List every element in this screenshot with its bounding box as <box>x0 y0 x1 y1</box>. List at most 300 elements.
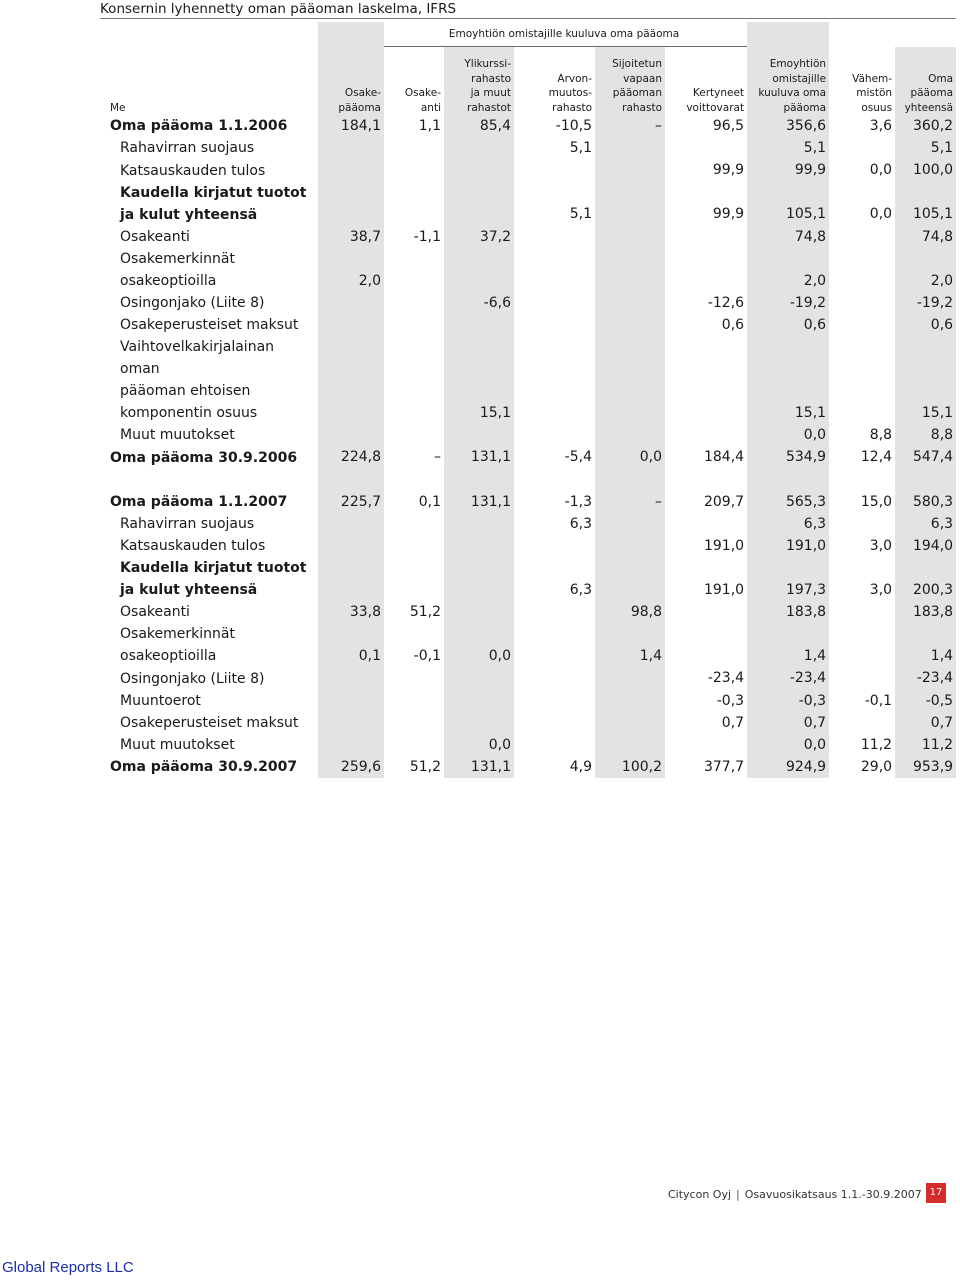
column-header <box>318 47 384 116</box>
value-cell <box>318 314 384 336</box>
table-row <box>100 336 956 424</box>
row-label-line: Rahavirran suojaus <box>120 140 255 157</box>
column-header-line: Sijoitetun <box>612 58 662 70</box>
value-cell <box>895 469 956 491</box>
value-cell <box>384 159 444 181</box>
value-cell: 547,4 <box>895 446 956 468</box>
value-cell: 0,0 <box>747 424 829 446</box>
column-header <box>747 47 829 116</box>
value-cell <box>444 424 514 446</box>
row-label <box>100 557 318 601</box>
value-cell <box>514 424 595 446</box>
row-label-line: Muut muutokset <box>120 737 235 754</box>
value-cell: 200,3 <box>895 557 956 601</box>
row-label <box>100 601 318 623</box>
value-cell <box>514 336 595 424</box>
value-cell <box>444 601 514 623</box>
value-cell <box>318 159 384 181</box>
column-header <box>895 47 956 116</box>
value-cell: -1,3 <box>564 493 592 510</box>
value-cell <box>514 690 595 712</box>
row-label <box>100 424 318 446</box>
row-label <box>100 137 318 159</box>
value-cell: 6,3 <box>569 582 592 599</box>
value-cell: 3,6 <box>869 118 893 134</box>
value-cell: 0,6 <box>895 314 956 336</box>
table-row <box>100 601 956 623</box>
table-row <box>100 513 956 535</box>
value-cell <box>384 469 444 491</box>
row-label-line: Osakeanti <box>120 604 190 621</box>
value-cell <box>384 690 444 712</box>
value-cell: 105,1 <box>895 182 956 226</box>
value-cell: 131,1 <box>444 446 514 468</box>
value-cell <box>384 182 444 226</box>
value-cell: 33,8 <box>318 601 384 623</box>
row-label-line: Oma pääoma 1.1.2007 <box>110 493 288 510</box>
value-cell: 2,0 <box>895 248 956 292</box>
value-cell: 209,7 <box>703 493 745 510</box>
value-cell <box>595 424 665 446</box>
value-cell: 51,2 <box>409 759 441 776</box>
table-row <box>100 159 956 181</box>
group-header-row <box>100 22 956 47</box>
column-header-line: pääoman <box>612 87 662 99</box>
value-cell <box>829 469 895 491</box>
value-cell <box>829 226 895 248</box>
footer-report: Osavuosikatsaus 1.1.-30.9.2007 <box>744 1188 922 1201</box>
value-cell <box>318 469 384 491</box>
value-cell: 11,2 <box>860 737 893 754</box>
row-label-line: Oma pääoma 1.1.2006 <box>110 118 288 135</box>
value-cell <box>384 734 444 756</box>
value-cell <box>595 535 665 557</box>
page-number: 17 <box>926 1183 946 1203</box>
value-cell: 8,8 <box>869 427 893 444</box>
value-cell: -10,5 <box>555 118 592 134</box>
value-cell: 74,8 <box>895 226 956 248</box>
column-header-line: Oma <box>928 72 954 85</box>
table-row <box>100 182 956 226</box>
value-cell <box>514 248 595 292</box>
page-title: Konsernin lyhennetty oman pääoman laskelma, IFRS <box>100 1 457 17</box>
value-cell: 100,2 <box>595 756 665 778</box>
value-cell <box>318 513 384 535</box>
value-cell: 5,1 <box>569 206 592 223</box>
column-header-line: rahasto <box>622 101 662 114</box>
value-cell <box>384 137 444 159</box>
value-cell <box>665 248 747 292</box>
column-header-line: Kertyneet <box>692 87 745 99</box>
row-label <box>100 667 318 689</box>
value-cell <box>444 469 514 491</box>
row-label-line: Oma pääoma 30.9.2007 <box>110 759 298 776</box>
row-label-line: Osakeanti <box>120 228 190 245</box>
table-body <box>100 115 956 778</box>
value-cell: 105,1 <box>747 182 829 226</box>
value-cell: 131,1 <box>444 491 514 513</box>
row-label-line: ja kulut yhteensä <box>120 206 258 223</box>
value-cell: 356,6 <box>747 115 829 137</box>
value-cell <box>665 226 747 248</box>
column-header-line: Ylikurssi- <box>464 58 511 70</box>
row-label-line: Osingonjako (Liite 8) <box>120 295 265 312</box>
value-cell: -5,4 <box>564 449 592 466</box>
column-header-line: pääoma <box>910 87 954 99</box>
value-cell <box>665 513 747 535</box>
column-header-line: Vähem- <box>852 72 893 85</box>
row-label <box>100 314 318 336</box>
value-cell <box>444 137 514 159</box>
value-cell <box>444 159 514 181</box>
value-cell <box>384 535 444 557</box>
value-cell: 15,1 <box>747 336 829 424</box>
value-cell: -0,1 <box>413 648 441 665</box>
value-cell <box>829 248 895 292</box>
value-cell <box>595 314 665 336</box>
value-cell: 98,8 <box>595 601 665 623</box>
value-cell <box>514 226 595 248</box>
value-cell <box>514 623 595 667</box>
column-header <box>514 47 595 116</box>
value-cell <box>829 513 895 535</box>
value-cell <box>595 159 665 181</box>
value-cell <box>665 137 747 159</box>
value-cell <box>665 469 747 491</box>
value-cell: 0,0 <box>869 162 893 179</box>
value-cell <box>595 690 665 712</box>
row-label-line: Muut muutokset <box>120 427 235 444</box>
value-cell: 12,4 <box>860 449 893 466</box>
value-cell <box>444 248 514 292</box>
value-cell: 565,3 <box>747 491 829 513</box>
row-label-line: Osingonjako (Liite 8) <box>120 670 265 687</box>
value-cell <box>514 469 595 491</box>
row-label <box>100 491 318 513</box>
value-cell <box>384 557 444 601</box>
value-cell: 0,7 <box>721 714 745 731</box>
unit-label: Me <box>110 101 126 114</box>
table-row <box>100 667 956 689</box>
value-cell <box>595 667 665 689</box>
value-cell: 29,0 <box>860 759 893 776</box>
column-header-line: Emoyhtiön <box>769 58 827 70</box>
value-cell: -0,3 <box>716 692 745 709</box>
value-cell: 953,9 <box>895 756 956 778</box>
value-cell: 360,2 <box>895 115 956 137</box>
value-cell: – <box>595 115 665 137</box>
footer-company: Citycon Oyj <box>668 1188 732 1201</box>
value-cell: -1,1 <box>413 228 441 245</box>
value-cell <box>829 712 895 734</box>
value-cell <box>444 513 514 535</box>
column-header <box>444 47 514 116</box>
value-cell <box>318 336 384 424</box>
value-cell: 6,3 <box>747 513 829 535</box>
value-cell: 0,0 <box>747 734 829 756</box>
value-cell: 2,0 <box>318 248 384 292</box>
value-cell: -0,5 <box>895 690 956 712</box>
value-cell: 5,1 <box>895 137 956 159</box>
value-cell: 85,4 <box>444 115 514 137</box>
value-cell: -6,6 <box>444 292 514 314</box>
footer <box>668 1188 922 1201</box>
value-cell <box>595 248 665 292</box>
value-cell <box>829 336 895 424</box>
value-cell <box>595 292 665 314</box>
column-header-line: pääoma <box>783 101 827 114</box>
row-label <box>100 115 318 137</box>
table-row <box>100 424 956 446</box>
row-label <box>100 756 318 778</box>
value-cell: 1,1 <box>418 118 441 134</box>
row-label <box>100 734 318 756</box>
column-header-line: omistajille <box>772 72 827 85</box>
value-cell: 259,6 <box>318 756 384 778</box>
value-cell: 183,8 <box>747 601 829 623</box>
value-cell <box>595 513 665 535</box>
value-cell: 184,4 <box>703 449 745 466</box>
value-cell: 1,4 <box>747 623 829 667</box>
table-row <box>100 292 956 314</box>
row-label <box>100 446 318 468</box>
value-cell: 5,1 <box>569 140 592 157</box>
table-row <box>100 446 956 468</box>
value-cell: 377,7 <box>703 759 745 776</box>
value-cell <box>444 557 514 601</box>
table-row <box>100 756 956 778</box>
value-cell <box>318 182 384 226</box>
row-label <box>100 248 318 292</box>
row-label-line: Katsauskauden tulos <box>120 162 266 179</box>
value-cell <box>665 623 747 667</box>
value-cell: 38,7 <box>318 226 384 248</box>
row-label <box>100 226 318 248</box>
value-cell <box>595 182 665 226</box>
row-label <box>100 159 318 181</box>
value-cell <box>444 690 514 712</box>
column-header <box>829 47 895 116</box>
value-cell <box>384 248 444 292</box>
column-header-line: rahasto <box>552 101 592 114</box>
value-cell: 0,0 <box>444 623 514 667</box>
value-cell <box>318 424 384 446</box>
row-label-line: komponentin osuus <box>120 405 258 422</box>
table-row <box>100 535 956 557</box>
value-cell: 6,3 <box>895 513 956 535</box>
value-cell <box>829 667 895 689</box>
value-cell <box>444 535 514 557</box>
value-cell: 197,3 <box>747 557 829 601</box>
value-cell: 224,8 <box>318 446 384 468</box>
value-cell: 51,2 <box>409 604 441 621</box>
row-label-line: Osakeperusteiset maksut <box>120 715 299 732</box>
column-header-line: pääoma <box>338 101 381 114</box>
value-cell: -23,4 <box>707 670 745 687</box>
value-cell <box>318 535 384 557</box>
value-cell: 3,0 <box>869 538 893 555</box>
value-cell: 1,4 <box>895 623 956 667</box>
value-cell: 99,9 <box>747 159 829 181</box>
value-cell: -0,3 <box>747 690 829 712</box>
column-header-line: Osake- <box>404 87 441 99</box>
value-cell <box>384 314 444 336</box>
value-cell <box>318 667 384 689</box>
value-cell: 0,6 <box>721 317 745 334</box>
group-header: Emoyhtiön omistajille kuuluva oma pääoma <box>384 22 747 47</box>
value-cell <box>595 469 665 491</box>
value-cell <box>829 623 895 667</box>
value-cell <box>384 292 444 314</box>
value-cell <box>444 182 514 226</box>
value-cell: -19,2 <box>747 292 829 314</box>
column-header-line: mistön <box>856 87 893 99</box>
value-cell: 4,9 <box>569 759 592 776</box>
table-row <box>100 469 956 491</box>
value-cell: 191,0 <box>747 535 829 557</box>
column-header-row <box>100 47 956 116</box>
value-cell <box>444 712 514 734</box>
watermark: Global Reports LLC <box>2 1259 134 1276</box>
table-row <box>100 623 956 667</box>
row-label <box>100 336 318 424</box>
value-cell: 0,7 <box>747 712 829 734</box>
value-cell: 0,0 <box>869 206 893 223</box>
value-cell <box>665 424 747 446</box>
value-cell: 191,0 <box>703 538 745 555</box>
value-cell <box>444 314 514 336</box>
value-cell <box>514 535 595 557</box>
value-cell: 0,7 <box>895 712 956 734</box>
value-cell <box>829 137 895 159</box>
row-label-line: Kaudella kirjatut tuotot <box>120 184 307 201</box>
table-row <box>100 226 956 248</box>
value-cell <box>665 336 747 424</box>
value-cell: 580,3 <box>895 491 956 513</box>
row-label-line: Kaudella kirjatut tuotot <box>120 560 307 577</box>
value-cell: 15,0 <box>860 493 893 510</box>
value-cell: 0,0 <box>595 446 665 468</box>
value-cell <box>514 159 595 181</box>
value-cell: – <box>595 491 665 513</box>
table-row <box>100 734 956 756</box>
column-header-line: rahastot <box>467 101 511 114</box>
value-cell <box>829 601 895 623</box>
row-label <box>100 535 318 557</box>
value-cell: 99,9 <box>712 162 745 179</box>
value-cell <box>318 690 384 712</box>
row-label-line: Muuntoerot <box>120 692 201 709</box>
value-cell <box>595 734 665 756</box>
row-label-line: ja kulut yhteensä <box>120 582 258 599</box>
row-label <box>100 623 318 667</box>
value-cell <box>595 226 665 248</box>
row-label <box>100 690 318 712</box>
value-cell: 6,3 <box>569 515 592 532</box>
value-cell: -0,1 <box>864 692 893 709</box>
value-cell: 0,0 <box>444 734 514 756</box>
value-cell <box>665 734 747 756</box>
value-cell <box>829 314 895 336</box>
row-label-line: Katsauskauden tulos <box>120 538 266 555</box>
value-cell: 191,0 <box>703 582 745 599</box>
row-label-line: Rahavirran suojaus <box>120 516 255 533</box>
column-header-line: anti <box>420 101 441 114</box>
row-label-line: Osakemerkinnät osakeoptioilla <box>120 626 235 665</box>
value-cell <box>444 667 514 689</box>
value-cell <box>318 137 384 159</box>
row-label-line: Osakemerkinnät osakeoptioilla <box>120 250 235 289</box>
value-cell <box>318 712 384 734</box>
value-cell <box>384 513 444 535</box>
value-cell: 924,9 <box>747 756 829 778</box>
value-cell <box>514 712 595 734</box>
equity-statement-table <box>100 22 956 778</box>
value-cell: 0,6 <box>747 314 829 336</box>
value-cell: 15,1 <box>895 336 956 424</box>
value-cell: 15,1 <box>444 336 514 424</box>
value-cell <box>514 292 595 314</box>
value-cell: 534,9 <box>747 446 829 468</box>
row-label <box>100 712 318 734</box>
value-cell: 11,2 <box>895 734 956 756</box>
value-cell: 8,8 <box>895 424 956 446</box>
value-cell <box>829 292 895 314</box>
table-row <box>100 314 956 336</box>
column-header-line: Arvon- <box>557 72 592 85</box>
column-header-line: kuuluva oma <box>758 87 827 99</box>
value-cell <box>665 601 747 623</box>
value-cell: -19,2 <box>895 292 956 314</box>
column-header-line: voittovarat <box>686 101 745 114</box>
value-cell: 0,1 <box>318 623 384 667</box>
row-label-line: Oma pääoma 30.9.2006 <box>110 449 298 466</box>
value-cell: 99,9 <box>712 206 745 223</box>
value-cell: 225,7 <box>318 491 384 513</box>
table-row <box>100 137 956 159</box>
value-cell: 1,4 <box>595 623 665 667</box>
value-cell <box>384 336 444 424</box>
value-cell <box>514 314 595 336</box>
column-header-line: vapaan <box>623 72 662 85</box>
title-rule <box>100 18 956 19</box>
table-row <box>100 491 956 513</box>
value-cell: 184,1 <box>318 115 384 137</box>
value-cell: 194,0 <box>895 535 956 557</box>
row-label <box>100 513 318 535</box>
table-row <box>100 115 956 137</box>
table-row <box>100 712 956 734</box>
column-header-line: osuus <box>861 101 893 114</box>
column-header <box>595 47 665 116</box>
column-header-line: Osake- <box>344 87 381 99</box>
table-row <box>100 690 956 712</box>
value-cell <box>595 557 665 601</box>
value-cell <box>747 469 829 491</box>
column-header <box>384 47 444 116</box>
value-cell: 131,1 <box>444 756 514 778</box>
value-cell: 74,8 <box>747 226 829 248</box>
value-cell <box>318 292 384 314</box>
column-header-line: muutos- <box>548 87 592 99</box>
column-header-line: rahasto <box>471 72 511 85</box>
value-cell <box>595 712 665 734</box>
value-cell: -12,6 <box>707 294 745 311</box>
value-cell <box>384 667 444 689</box>
row-label <box>100 182 318 226</box>
column-header-line: yhteensä <box>904 101 954 114</box>
row-label-line: pääoman ehtoisen <box>120 383 251 400</box>
